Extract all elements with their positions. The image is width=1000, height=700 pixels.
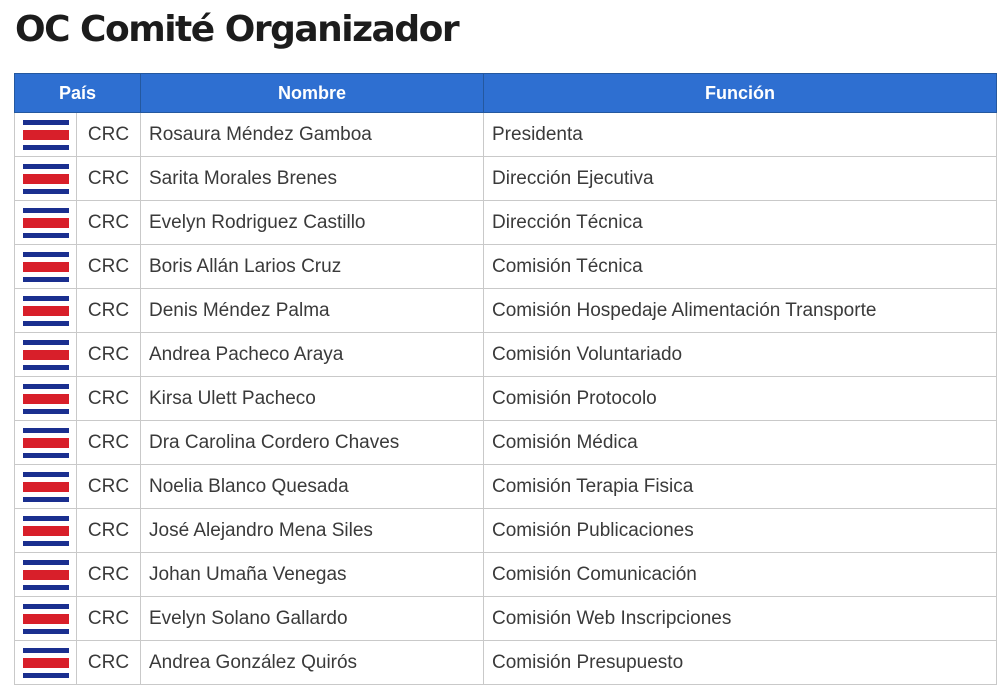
member-role: Presidenta bbox=[484, 113, 997, 157]
country-code: CRC bbox=[77, 641, 141, 685]
committee-table-container bbox=[14, 73, 996, 685]
flag-cell bbox=[15, 201, 77, 245]
table-header bbox=[15, 74, 997, 113]
country-code: CRC bbox=[77, 377, 141, 421]
member-role: Comisión Presupuesto bbox=[484, 641, 997, 685]
costa-rica-flag-icon bbox=[23, 604, 69, 634]
costa-rica-flag-icon bbox=[23, 428, 69, 458]
column-header-role: Función bbox=[484, 74, 997, 113]
member-role: Comisión Web Inscripciones bbox=[484, 597, 997, 641]
table-row bbox=[15, 641, 997, 685]
table-row bbox=[15, 157, 997, 201]
country-code: CRC bbox=[77, 113, 141, 157]
table-row bbox=[15, 245, 997, 289]
member-role: Comisión Médica bbox=[484, 421, 997, 465]
member-name: Evelyn Solano Gallardo bbox=[141, 597, 484, 641]
table-row bbox=[15, 289, 997, 333]
flag-cell bbox=[15, 113, 77, 157]
country-code: CRC bbox=[77, 333, 141, 377]
costa-rica-flag-icon bbox=[23, 384, 69, 414]
column-header-name: Nombre bbox=[141, 74, 484, 113]
flag-cell bbox=[15, 509, 77, 553]
member-name: Johan Umaña Venegas bbox=[141, 553, 484, 597]
member-role: Comisión Hospedaje Alimentación Transporte bbox=[484, 289, 997, 333]
table-row bbox=[15, 201, 997, 245]
country-code: CRC bbox=[77, 465, 141, 509]
costa-rica-flag-icon bbox=[23, 252, 69, 282]
member-role: Comisión Terapia Fisica bbox=[484, 465, 997, 509]
costa-rica-flag-icon bbox=[23, 472, 69, 502]
member-name: José Alejandro Mena Siles bbox=[141, 509, 484, 553]
member-role: Comisión Voluntariado bbox=[484, 333, 997, 377]
flag-cell bbox=[15, 157, 77, 201]
costa-rica-flag-icon bbox=[23, 516, 69, 546]
flag-cell bbox=[15, 553, 77, 597]
member-role: Comisión Comunicación bbox=[484, 553, 997, 597]
flag-cell bbox=[15, 465, 77, 509]
table-header-row bbox=[15, 74, 997, 113]
member-name: Boris Allán Larios Cruz bbox=[141, 245, 484, 289]
member-role: Dirección Ejecutiva bbox=[484, 157, 997, 201]
costa-rica-flag-icon bbox=[23, 120, 69, 150]
page-title: OC Comité Organizador bbox=[15, 9, 459, 50]
member-role: Comisión Publicaciones bbox=[484, 509, 997, 553]
table-body bbox=[15, 113, 997, 685]
costa-rica-flag-icon bbox=[23, 208, 69, 238]
country-code: CRC bbox=[77, 597, 141, 641]
country-code: CRC bbox=[77, 157, 141, 201]
country-code: CRC bbox=[77, 553, 141, 597]
country-code: CRC bbox=[77, 245, 141, 289]
costa-rica-flag-icon bbox=[23, 648, 69, 678]
costa-rica-flag-icon bbox=[23, 340, 69, 370]
flag-cell bbox=[15, 333, 77, 377]
costa-rica-flag-icon bbox=[23, 560, 69, 590]
table-row bbox=[15, 333, 997, 377]
table-row bbox=[15, 553, 997, 597]
member-role: Comisión Técnica bbox=[484, 245, 997, 289]
member-role: Comisión Protocolo bbox=[484, 377, 997, 421]
flag-cell bbox=[15, 377, 77, 421]
member-role: Dirección Técnica bbox=[484, 201, 997, 245]
flag-cell bbox=[15, 641, 77, 685]
member-name: Andrea Pacheco Araya bbox=[141, 333, 484, 377]
table-row bbox=[15, 113, 997, 157]
table-row bbox=[15, 509, 997, 553]
costa-rica-flag-icon bbox=[23, 296, 69, 326]
flag-cell bbox=[15, 597, 77, 641]
member-name: Evelyn Rodriguez Castillo bbox=[141, 201, 484, 245]
member-name: Andrea González Quirós bbox=[141, 641, 484, 685]
country-code: CRC bbox=[77, 201, 141, 245]
flag-cell bbox=[15, 245, 77, 289]
table-row bbox=[15, 465, 997, 509]
member-name: Dra Carolina Cordero Chaves bbox=[141, 421, 484, 465]
country-code: CRC bbox=[77, 289, 141, 333]
member-name: Kirsa Ulett Pacheco bbox=[141, 377, 484, 421]
flag-cell bbox=[15, 421, 77, 465]
member-name: Noelia Blanco Quesada bbox=[141, 465, 484, 509]
costa-rica-flag-icon bbox=[23, 164, 69, 194]
committee-table bbox=[14, 73, 997, 685]
column-header-country: País bbox=[15, 74, 141, 113]
table-row bbox=[15, 377, 997, 421]
table-row bbox=[15, 597, 997, 641]
member-name: Denis Méndez Palma bbox=[141, 289, 484, 333]
flag-cell bbox=[15, 289, 77, 333]
country-code: CRC bbox=[77, 421, 141, 465]
country-code: CRC bbox=[77, 509, 141, 553]
table-row bbox=[15, 421, 997, 465]
member-name: Sarita Morales Brenes bbox=[141, 157, 484, 201]
member-name: Rosaura Méndez Gamboa bbox=[141, 113, 484, 157]
